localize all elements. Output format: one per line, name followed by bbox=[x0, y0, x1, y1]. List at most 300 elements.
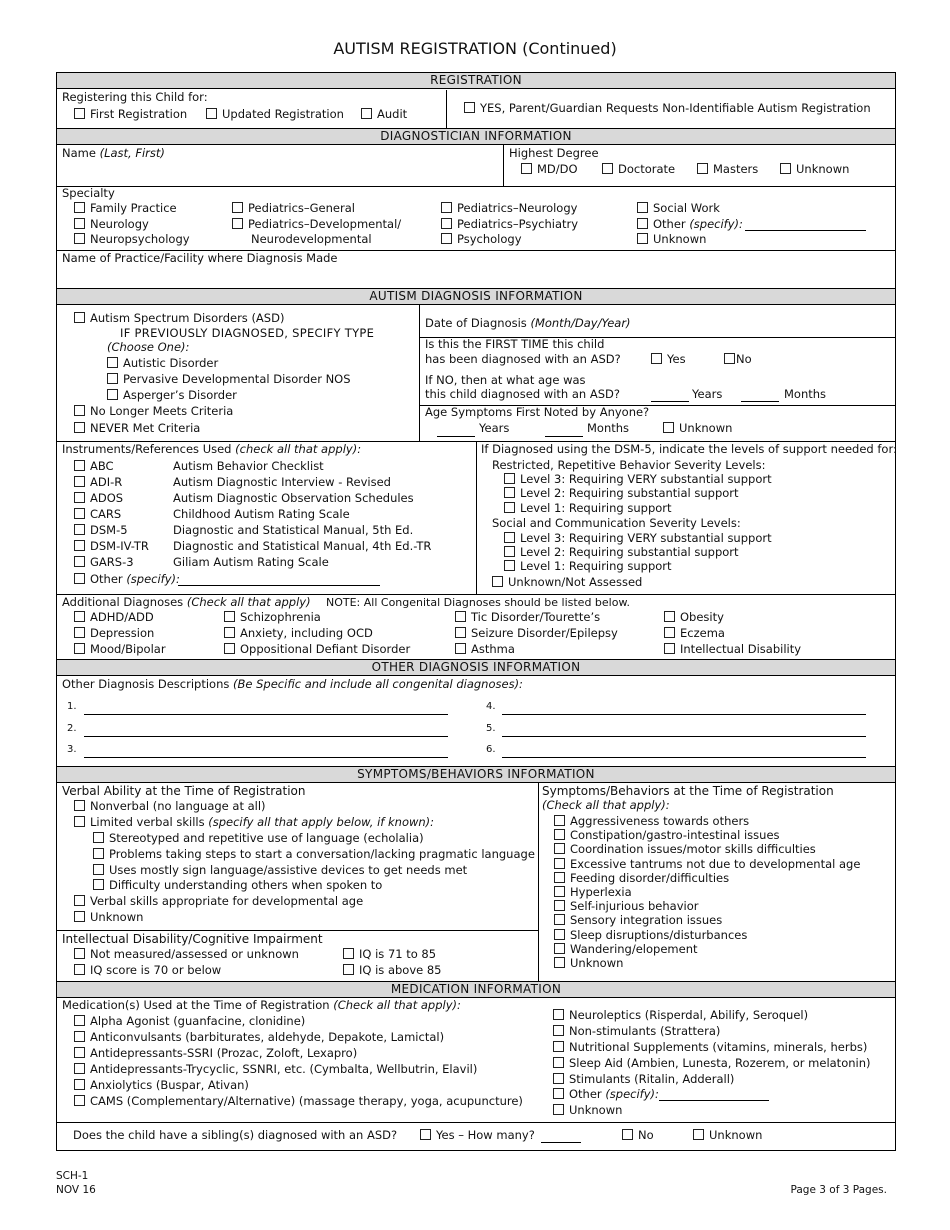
section-autism-diagnosis: AUTISM DIAGNOSIS INFORMATION bbox=[57, 288, 895, 305]
sibling-no[interactable] bbox=[622, 1129, 654, 1143]
checkbox[interactable] bbox=[206, 108, 217, 119]
checkbox[interactable] bbox=[780, 163, 791, 174]
if-no-1: If NO, then at what age was bbox=[425, 373, 586, 387]
checkbox[interactable] bbox=[420, 1129, 431, 1140]
spec-unknown[interactable] bbox=[637, 233, 706, 247]
dsm5-unknown[interactable] bbox=[492, 576, 642, 590]
other-diag-title: Other Diagnosis Descriptions bbox=[62, 677, 230, 691]
line-num: 3. bbox=[67, 744, 77, 755]
asd-option[interactable] bbox=[74, 312, 284, 326]
checkbox[interactable] bbox=[553, 1104, 564, 1115]
other-diag-line[interactable] bbox=[84, 757, 448, 758]
med-left-item[interactable] bbox=[74, 1063, 477, 1077]
verbal-sub[interactable] bbox=[93, 864, 467, 878]
rrb-level1[interactable] bbox=[504, 502, 672, 516]
reg-updated[interactable] bbox=[206, 108, 344, 122]
degree-label-3: Unknown bbox=[796, 162, 850, 176]
checkbox[interactable] bbox=[74, 202, 85, 213]
checkbox[interactable] bbox=[232, 202, 243, 213]
add-seizure[interactable] bbox=[455, 627, 618, 641]
add-adhd[interactable] bbox=[74, 611, 154, 625]
other-diag-line[interactable] bbox=[502, 736, 866, 737]
med-left-item[interactable] bbox=[74, 1047, 357, 1061]
other-diag-line[interactable] bbox=[84, 714, 448, 715]
sibling-count-line[interactable] bbox=[541, 1142, 581, 1143]
checkbox[interactable] bbox=[74, 108, 85, 119]
med-unknown-label: Unknown bbox=[569, 1103, 623, 1117]
line-num: 5. bbox=[486, 723, 496, 734]
checkbox[interactable] bbox=[343, 964, 354, 975]
checkbox[interactable] bbox=[74, 1063, 85, 1074]
verbal-sub[interactable] bbox=[93, 832, 424, 846]
rrb-label: Restricted, Repetitive Behavior Severity Levels: bbox=[492, 458, 766, 472]
checkbox[interactable] bbox=[504, 487, 515, 498]
checkbox[interactable] bbox=[93, 879, 104, 890]
symptom-label: Self-injurious behavior bbox=[570, 899, 699, 914]
name-field[interactable] bbox=[62, 147, 165, 161]
type-label: Autistic Disorder bbox=[123, 356, 219, 370]
checkbox[interactable] bbox=[553, 1041, 564, 1052]
med-other-line[interactable] bbox=[659, 1100, 769, 1101]
med-left-item[interactable] bbox=[74, 1015, 305, 1029]
checkbox[interactable] bbox=[74, 422, 85, 433]
other-diag-label bbox=[62, 678, 523, 692]
med-right-item[interactable] bbox=[553, 1057, 871, 1071]
checkbox[interactable] bbox=[74, 492, 85, 503]
age-years-line[interactable] bbox=[437, 436, 475, 437]
symptom-item[interactable] bbox=[554, 829, 780, 843]
checkbox[interactable] bbox=[74, 1079, 85, 1090]
instr-row[interactable] bbox=[74, 508, 121, 522]
date-hint: (Month/Day/Year) bbox=[530, 316, 631, 330]
checkbox[interactable] bbox=[504, 502, 515, 513]
add-mood[interactable] bbox=[74, 643, 166, 657]
instr-name: Autism Diagnostic Observation Schedules bbox=[173, 491, 414, 505]
line-num: 1. bbox=[67, 701, 77, 712]
instr-code: ADOS bbox=[90, 491, 124, 505]
add-anxiety[interactable] bbox=[224, 627, 373, 641]
med-right-item[interactable] bbox=[553, 1025, 720, 1039]
add-label: ADHD/ADD bbox=[90, 610, 154, 624]
reg-first-label: First Registration bbox=[90, 107, 188, 121]
checkbox[interactable] bbox=[343, 948, 354, 959]
instr-other[interactable] bbox=[74, 573, 180, 587]
checkbox[interactable] bbox=[74, 1047, 85, 1058]
checkbox[interactable] bbox=[521, 163, 532, 174]
checkbox[interactable] bbox=[74, 233, 85, 244]
checkbox[interactable] bbox=[74, 948, 85, 959]
sibling-unknown-label: Unknown bbox=[709, 1128, 763, 1142]
checkbox[interactable] bbox=[554, 829, 565, 840]
symptom-item[interactable] bbox=[554, 886, 632, 900]
checkbox[interactable] bbox=[74, 524, 85, 535]
checkbox[interactable] bbox=[637, 218, 648, 229]
instr-row[interactable] bbox=[74, 556, 134, 570]
checkbox[interactable] bbox=[724, 353, 735, 364]
med-right-label: Stimulants (Ritalin, Adderall) bbox=[569, 1072, 735, 1086]
med-other-hint: (specify): bbox=[605, 1087, 659, 1101]
dsm5-unknown-label: Unknown/Not Assessed bbox=[508, 575, 643, 589]
add-obesity[interactable] bbox=[664, 611, 724, 625]
add-label: Depression bbox=[90, 626, 155, 640]
checkbox[interactable] bbox=[553, 1057, 564, 1068]
checkbox[interactable] bbox=[455, 627, 466, 638]
med-left-item[interactable] bbox=[74, 1031, 444, 1045]
iq-71-85[interactable] bbox=[343, 948, 436, 962]
diag-months-line[interactable] bbox=[741, 401, 779, 402]
diag-months: Months bbox=[784, 387, 827, 401]
symptom-label: Aggressiveness towards others bbox=[570, 814, 750, 828]
checkbox[interactable] bbox=[74, 540, 85, 551]
line-num: 4. bbox=[486, 701, 496, 712]
checkbox[interactable] bbox=[107, 357, 118, 368]
checkbox[interactable] bbox=[107, 373, 118, 384]
first-time-yes[interactable] bbox=[651, 353, 686, 367]
spec-label: Neurology bbox=[90, 217, 149, 231]
checkbox[interactable] bbox=[637, 233, 648, 244]
med-right-label: Neuroleptics (Risperdal, Abilify, Seroquel) bbox=[569, 1008, 809, 1022]
spec-neuropsych[interactable] bbox=[74, 233, 190, 247]
add-label: Obesity bbox=[680, 610, 724, 624]
checkbox[interactable] bbox=[492, 576, 503, 587]
checkbox[interactable] bbox=[554, 843, 565, 854]
checkbox[interactable] bbox=[361, 108, 372, 119]
checkbox[interactable] bbox=[554, 872, 565, 883]
verbal-sub-label: Stereotyped and repetitive use of language (echolalia) bbox=[109, 831, 424, 845]
sibling-yes[interactable] bbox=[420, 1129, 535, 1143]
reg-yes-nonidentifiable[interactable] bbox=[464, 102, 871, 116]
checkbox[interactable] bbox=[224, 627, 235, 638]
no-longer[interactable] bbox=[74, 405, 233, 419]
checkbox[interactable] bbox=[74, 476, 85, 487]
checkbox[interactable] bbox=[441, 202, 452, 213]
verbal-appropriate[interactable] bbox=[74, 895, 363, 909]
sc-level1[interactable] bbox=[504, 560, 672, 574]
degree-label-1: Doctorate bbox=[618, 162, 676, 176]
date-label: Date of Diagnosis bbox=[425, 316, 527, 330]
iq-label: IQ score is 70 or below bbox=[90, 963, 222, 977]
instr-other-hint: (specify): bbox=[126, 572, 180, 586]
other-diag-hint: (Be Specific and include all congenital diagnoses): bbox=[233, 677, 523, 691]
iq-not-measured[interactable] bbox=[74, 948, 299, 962]
degree-label: Highest Degree bbox=[509, 146, 599, 160]
symptom-item[interactable] bbox=[554, 943, 698, 957]
symptom-item[interactable] bbox=[554, 957, 623, 971]
sc-level2[interactable] bbox=[504, 546, 739, 560]
med-right-label: Non-stimulants (Strattera) bbox=[569, 1024, 721, 1038]
checkbox[interactable] bbox=[74, 1031, 85, 1042]
checkbox[interactable] bbox=[504, 546, 515, 557]
checkbox[interactable] bbox=[74, 508, 85, 519]
checkbox[interactable] bbox=[74, 800, 85, 811]
checkbox[interactable] bbox=[74, 312, 85, 323]
instr-code: ADI-R bbox=[90, 475, 123, 489]
section-medication: MEDICATION INFORMATION bbox=[57, 981, 895, 998]
checkbox[interactable] bbox=[224, 611, 235, 622]
instr-other-label: Other bbox=[90, 572, 123, 586]
checkbox[interactable] bbox=[504, 532, 515, 543]
med-right-item[interactable] bbox=[553, 1041, 867, 1055]
symptom-item[interactable] bbox=[554, 872, 729, 886]
level-label: Level 3: Requiring VERY substantial support bbox=[520, 531, 772, 545]
add-label: Asthma bbox=[471, 642, 515, 656]
med-right-item[interactable] bbox=[553, 1073, 734, 1087]
instr-name: Autism Diagnostic Interview - Revised bbox=[173, 475, 391, 489]
checkbox[interactable] bbox=[554, 900, 565, 911]
degree-masters[interactable] bbox=[697, 163, 758, 177]
verbal-option-label: Limited verbal skills bbox=[90, 815, 205, 829]
specialty-label: Specialty bbox=[62, 186, 115, 200]
symptoms-label: Symptoms/Behaviors at the Time of Registration bbox=[542, 784, 834, 798]
med-left-label: Antidepressants-SSRI (Prozac, Zoloft, Lexapro) bbox=[90, 1046, 358, 1060]
checkbox[interactable] bbox=[554, 929, 565, 940]
checkbox[interactable] bbox=[504, 560, 515, 571]
practice-field[interactable]: Name of Practice/Facility where Diagnosis Made bbox=[62, 251, 338, 265]
symptom-label: Unknown bbox=[570, 956, 624, 970]
degree-label-0: MD/DO bbox=[537, 162, 578, 176]
add-asthma[interactable] bbox=[455, 643, 515, 657]
divider bbox=[503, 145, 504, 186]
verbal-limited[interactable] bbox=[74, 816, 434, 830]
verbal-limited-hint: (specify all that apply below, if known): bbox=[208, 815, 435, 829]
age-unknown[interactable] bbox=[663, 422, 732, 436]
symptom-item[interactable] bbox=[554, 815, 749, 829]
spec-label: Pediatrics–Psychiatry bbox=[457, 217, 579, 231]
verbal-sub[interactable] bbox=[93, 848, 535, 862]
symptom-item[interactable] bbox=[554, 900, 698, 914]
checkbox[interactable] bbox=[74, 460, 85, 471]
med-left-item[interactable] bbox=[74, 1095, 523, 1109]
iq-label: Not measured/assessed or unknown bbox=[90, 947, 299, 961]
symptom-item[interactable] bbox=[554, 858, 860, 872]
reg-first[interactable] bbox=[74, 108, 187, 122]
type-label: Asperger’s Disorder bbox=[123, 388, 237, 402]
checkbox[interactable] bbox=[602, 163, 613, 174]
checkbox[interactable] bbox=[74, 405, 85, 416]
checkbox[interactable] bbox=[622, 1129, 633, 1140]
instr-code: ABC bbox=[90, 459, 114, 473]
checkbox[interactable] bbox=[74, 218, 85, 229]
instr-other-line[interactable] bbox=[178, 585, 380, 586]
divider bbox=[538, 783, 539, 981]
checkbox[interactable] bbox=[553, 1009, 564, 1020]
medication-hint: (Check all that apply): bbox=[333, 998, 461, 1012]
med-left-label: Alpha Agonist (guanfacine, clonidine) bbox=[90, 1014, 306, 1028]
additional-hint: (Check all that apply) bbox=[186, 595, 311, 609]
symptom-item[interactable] bbox=[554, 914, 722, 928]
checkbox[interactable] bbox=[554, 886, 565, 897]
checkbox[interactable] bbox=[74, 964, 85, 975]
checkbox[interactable] bbox=[553, 1088, 564, 1099]
checkbox[interactable] bbox=[74, 895, 85, 906]
sc-label: Social and Communication Severity Levels: bbox=[492, 516, 741, 530]
med-other[interactable] bbox=[553, 1088, 659, 1102]
first-time-2: has been diagnosed with an ASD? bbox=[425, 352, 621, 366]
reg-audit-label: Audit bbox=[377, 107, 408, 121]
add-schizo[interactable] bbox=[224, 611, 321, 625]
symptom-item[interactable] bbox=[554, 929, 747, 943]
add-depression[interactable] bbox=[74, 627, 154, 641]
spec-label: Unknown bbox=[653, 232, 707, 246]
checkbox[interactable] bbox=[455, 611, 466, 622]
add-odd[interactable] bbox=[224, 643, 410, 657]
iq-70-below[interactable] bbox=[74, 964, 221, 978]
instr-name: Diagnostic and Statistical Manual, 5th Ed. bbox=[173, 523, 414, 537]
form-date: NOV 16 bbox=[56, 1184, 96, 1196]
checkbox[interactable] bbox=[74, 1015, 85, 1026]
other-diag-line[interactable] bbox=[502, 714, 866, 715]
type-asperger[interactable] bbox=[107, 389, 237, 403]
age-months-line[interactable] bbox=[545, 436, 583, 437]
instr-row[interactable] bbox=[74, 476, 122, 490]
sibling-question: Does the child have a sibling(s) diagnosed with an ASD? bbox=[73, 1128, 398, 1142]
checkbox[interactable] bbox=[93, 848, 104, 859]
checkbox[interactable] bbox=[651, 353, 662, 364]
date-of-diagnosis[interactable] bbox=[425, 317, 631, 331]
level-label: Level 1: Requiring support bbox=[520, 559, 672, 573]
spec-neurology[interactable] bbox=[74, 218, 149, 232]
diag-years: Years bbox=[692, 387, 723, 401]
checkbox[interactable] bbox=[74, 611, 85, 622]
checkbox[interactable] bbox=[554, 943, 565, 954]
name-hint: (Last, First) bbox=[99, 146, 165, 160]
checkbox[interactable] bbox=[224, 643, 235, 654]
med-right-item[interactable] bbox=[553, 1009, 808, 1023]
first-time-no[interactable] bbox=[724, 353, 752, 367]
checkbox[interactable] bbox=[553, 1025, 564, 1036]
spec-family[interactable] bbox=[74, 202, 177, 216]
checkbox[interactable] bbox=[664, 611, 675, 622]
checkbox[interactable] bbox=[697, 163, 708, 174]
checkbox[interactable] bbox=[74, 573, 85, 584]
checkbox[interactable] bbox=[554, 957, 565, 968]
section-registration: REGISTRATION bbox=[57, 72, 895, 89]
checkbox[interactable] bbox=[553, 1073, 564, 1084]
rrb-level3[interactable] bbox=[504, 473, 772, 487]
symptom-item[interactable] bbox=[554, 843, 816, 857]
spec-psychology[interactable] bbox=[441, 233, 522, 247]
symptom-label: Excessive tantrums not due to developmental age bbox=[570, 856, 861, 871]
diag-years-line[interactable] bbox=[651, 401, 689, 402]
iq-above-85[interactable] bbox=[343, 964, 442, 978]
checkbox[interactable] bbox=[74, 816, 85, 827]
reg-audit[interactable] bbox=[361, 108, 407, 122]
checkbox[interactable] bbox=[664, 643, 675, 654]
iq-label: IQ is above 85 bbox=[359, 963, 442, 977]
add-tic[interactable] bbox=[455, 611, 600, 625]
sibling-yes-label: Yes – How many? bbox=[436, 1128, 535, 1142]
divider bbox=[57, 1122, 895, 1123]
med-left-item[interactable] bbox=[74, 1079, 249, 1093]
spec-other-line[interactable] bbox=[745, 230, 866, 231]
checkbox[interactable] bbox=[107, 389, 118, 400]
checkbox[interactable] bbox=[441, 233, 452, 244]
divider bbox=[446, 90, 447, 128]
add-label: Schizophrenia bbox=[240, 610, 321, 624]
yes-label: Yes bbox=[667, 352, 686, 366]
instruments-label bbox=[62, 443, 361, 457]
add-label: Seizure Disorder/Epilepsy bbox=[471, 626, 618, 640]
checkbox[interactable] bbox=[74, 627, 85, 638]
instr-row[interactable] bbox=[74, 524, 128, 538]
spec-peds-psych[interactable] bbox=[441, 218, 578, 232]
instr-name: Autism Behavior Checklist bbox=[173, 459, 324, 473]
add-intellectual[interactable] bbox=[664, 643, 801, 657]
other-diag-line[interactable] bbox=[502, 757, 866, 758]
age-months: Months bbox=[587, 421, 630, 435]
unknown-label: Unknown bbox=[679, 421, 733, 435]
spec-peds-neuro[interactable] bbox=[441, 202, 577, 216]
spec-label: Pediatrics–Developmental/ bbox=[248, 217, 402, 231]
registering-label: Registering this Child for: bbox=[62, 90, 208, 104]
med-unknown[interactable] bbox=[553, 1104, 622, 1118]
checkbox[interactable] bbox=[74, 643, 85, 654]
checkbox[interactable] bbox=[93, 832, 104, 843]
checkbox[interactable] bbox=[93, 864, 104, 875]
checkbox[interactable] bbox=[441, 218, 452, 229]
instr-row[interactable] bbox=[74, 460, 114, 474]
spec-label: Family Practice bbox=[90, 201, 177, 215]
divider bbox=[419, 305, 420, 441]
checkbox[interactable] bbox=[693, 1129, 704, 1140]
spec-peds-general[interactable] bbox=[232, 202, 355, 216]
degree-doctorate[interactable] bbox=[602, 163, 675, 177]
checkbox[interactable] bbox=[554, 815, 565, 826]
type-autistic[interactable] bbox=[107, 357, 218, 371]
degree-mddo[interactable] bbox=[521, 163, 578, 177]
add-eczema[interactable] bbox=[664, 627, 725, 641]
degree-unknown[interactable] bbox=[780, 163, 849, 177]
checkbox[interactable] bbox=[663, 422, 674, 433]
rrb-level2[interactable] bbox=[504, 487, 739, 501]
verbal-option-label: Nonverbal (no language at all) bbox=[90, 799, 266, 813]
line-num: 6. bbox=[486, 744, 496, 755]
divider bbox=[476, 441, 477, 594]
verbal-unknown[interactable] bbox=[74, 911, 143, 925]
sibling-unknown[interactable] bbox=[693, 1129, 762, 1143]
verbal-sub[interactable] bbox=[93, 879, 382, 893]
add-label: Tic Disorder/Tourette’s bbox=[471, 610, 601, 624]
checkbox[interactable] bbox=[455, 643, 466, 654]
type-pdd[interactable] bbox=[107, 373, 351, 387]
spec-peds-dev[interactable] bbox=[232, 218, 401, 232]
other-diag-line[interactable] bbox=[84, 736, 448, 737]
checkbox[interactable] bbox=[504, 473, 515, 484]
checkbox[interactable] bbox=[74, 556, 85, 567]
verbal-nonverbal[interactable] bbox=[74, 800, 266, 814]
instr-row[interactable] bbox=[74, 492, 123, 506]
spec-other[interactable] bbox=[637, 218, 743, 232]
sc-level3[interactable] bbox=[504, 532, 772, 546]
checkbox[interactable] bbox=[554, 914, 565, 925]
spec-label: Pediatrics–General bbox=[248, 201, 355, 215]
additional-title: Additional Diagnoses bbox=[62, 595, 184, 609]
spec-social-work[interactable] bbox=[637, 202, 720, 216]
checkbox[interactable] bbox=[232, 218, 243, 229]
checkbox[interactable] bbox=[464, 102, 475, 113]
section-symptoms: SYMPTOMS/BEHAVIORS INFORMATION bbox=[57, 766, 895, 783]
never-met[interactable] bbox=[74, 422, 200, 436]
symptom-label: Wandering/elopement bbox=[570, 941, 698, 956]
checkbox[interactable] bbox=[637, 202, 648, 213]
checkbox[interactable] bbox=[554, 858, 565, 869]
instr-row[interactable] bbox=[74, 540, 149, 554]
checkbox[interactable] bbox=[664, 627, 675, 638]
checkbox[interactable] bbox=[74, 1095, 85, 1106]
choose-one: (Choose One): bbox=[107, 340, 190, 354]
checkbox[interactable] bbox=[74, 911, 85, 922]
sibling-no-label: No bbox=[638, 1128, 654, 1142]
